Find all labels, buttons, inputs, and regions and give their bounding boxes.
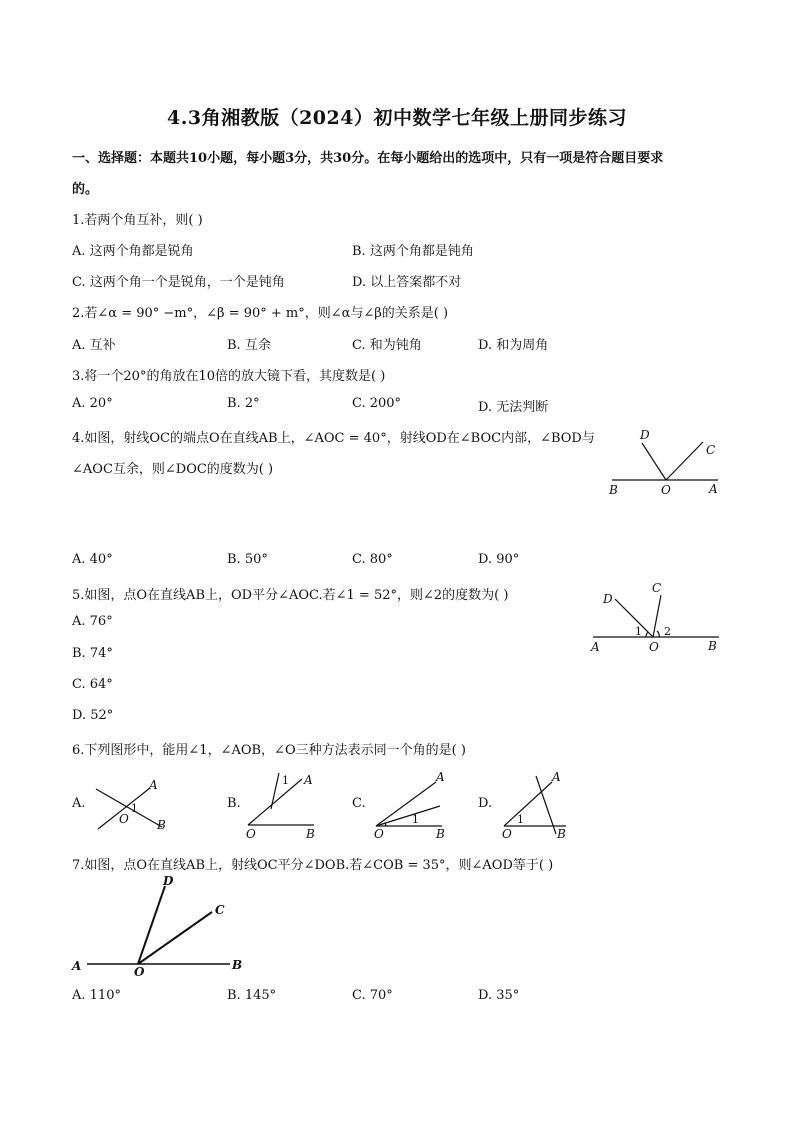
q7-label-b: B [232,958,243,972]
q2-option-c[interactable]: C. 和为钝角 [352,338,422,353]
q7-label-d: D [163,874,174,888]
q2-option-a[interactable]: A. 互补 [72,338,116,353]
q6a-label-o: O [119,812,129,826]
q4-label-d: D [640,428,650,442]
section-instruction-line1: 一、选择题：本题共10小题，每小题3分，共30分。在每小题给出的选项中，只有一项是符合题目要求 [72,151,664,166]
q4-option-a[interactable]: A. 40° [72,552,113,567]
q5-label-a: A [591,640,600,654]
q5-arc-1 [646,632,648,637]
q4-stem-line1: 4.如图，射线OC的端点O在直线AB上，∠AOC = 40°，射线OD在∠BOC内部，∠BOD与 [72,431,595,446]
q6d-line-extra [536,776,556,834]
q2-option-d[interactable]: D. 和为周角 [478,338,549,353]
q7-label-c: C [215,903,225,917]
q7-label-a: A [72,959,82,973]
q6c-ray-oa [376,782,436,826]
q6-figure-d [494,770,584,840]
q6-option-c[interactable]: C. [352,796,366,811]
q7-option-a[interactable]: A. 110° [72,988,121,1003]
q5-arc-2 [657,631,659,637]
q5-label-angle2: 2 [664,625,671,638]
q3-option-b[interactable]: B. 2° [227,396,260,411]
q3-option-a[interactable]: A. 20° [72,396,113,411]
q6a-label-1: 1 [131,802,138,815]
q6c-label-1: 1 [412,813,419,826]
q7-ray-od [138,886,165,964]
q6-stem: 6.下列图形中，能用∠1，∠AOB，∠O三种方法表示同一个角的是( ) [72,743,466,758]
q5-label-o: O [649,640,659,654]
q4-stem-line2: ∠AOC互余，则∠DOC的度数为( ) [72,462,274,477]
q5-label-c: C [652,581,662,595]
q4-ray-oc [666,442,703,480]
q6c-label-o: O [374,827,384,841]
q4-label-c: C [706,443,716,457]
q6b-label-a: A [304,773,313,787]
q6a-label-a: A [149,778,158,792]
q6a-label-b: B [157,818,166,832]
q4-label-o: O [661,483,671,497]
q6-option-d[interactable]: D. [478,796,493,811]
q5-ray-oc [653,595,661,637]
q6b-label-o: O [246,827,256,841]
q7-figure [65,872,255,982]
q6d-label-b: B [557,827,566,841]
q3-option-c[interactable]: C. 200° [352,396,402,411]
q5-ray-od [615,599,653,637]
q6-figure-c [366,770,456,840]
q7-option-d[interactable]: D. 35° [478,988,520,1003]
q7-ray-oc [138,912,212,964]
q5-option-a[interactable]: A. 76° [72,614,113,629]
q7-option-c[interactable]: C. 70° [352,988,393,1003]
q4-label-b: B [609,483,618,497]
q5-label-angle1: 1 [635,625,642,638]
q5-figure [585,578,725,658]
q1-option-d[interactable]: D. 以上答案都不对 [352,275,462,290]
q5-stem: 5.如图，点O在直线AB上，OD平分∠AOC.若∠1 = 52°，则∠2的度数为( ) [72,588,509,603]
q2-option-b[interactable]: B. 互余 [227,338,271,353]
q6d-label-1: 1 [517,813,524,826]
q6-option-b[interactable]: B. [227,796,241,811]
q6c-label-a: A [436,770,445,784]
q7-option-b[interactable]: B. 145° [227,988,277,1003]
q7-label-o: O [134,965,145,979]
q3-option-d[interactable]: D. 无法判断 [478,400,549,415]
q4-option-b[interactable]: B. 50° [227,552,268,567]
q1-option-b[interactable]: B. 这两个角都是钝角 [352,244,474,259]
q5-option-c[interactable]: C. 64° [72,677,113,692]
q1-option-c[interactable]: C. 这两个角一个是锐角，一个是钝角 [72,275,285,290]
q6-figure-b [240,770,330,840]
q4-ray-od [642,443,666,480]
q4-label-a: A [709,482,718,496]
q5-label-b: B [708,639,717,653]
q5-option-b[interactable]: B. 74° [72,646,113,661]
q6b-ray-extra [271,773,279,809]
q5-option-d[interactable]: D. 52° [72,708,114,723]
q5-label-d: D [603,592,613,606]
section-instruction-line2: 的。 [72,182,99,197]
q6-option-a[interactable]: A. [72,796,86,811]
q2-stem: 2.若∠α = 90° −m°，∠β = 90° + m°，则∠α与∠β的关系是( ) [72,306,449,321]
q6b-label-1: 1 [282,774,289,787]
q6d-ray-oa [504,782,552,826]
q4-option-c[interactable]: C. 80° [352,552,393,567]
q4-option-d[interactable]: D. 90° [478,552,520,567]
q6d-label-o: O [502,827,512,841]
q6c-label-b: B [436,827,445,841]
q6b-ray-oa [248,779,302,825]
q7-stem: 7.如图，点O在直线AB上，射线OC平分∠DOB.若∠COB = 35°，则∠AOD等于( ) [72,858,554,873]
page-title: 4.3角湘教版（2024）初中数学七年级上册同步练习 [167,107,627,129]
q1-option-a[interactable]: A. 这两个角都是锐角 [72,244,194,259]
q6b-label-b: B [306,827,315,841]
q6a-line-1 [96,789,162,827]
q6d-label-a: A [552,770,561,784]
q3-stem: 3.将一个20°的角放在10倍的放大镜下看，其度数是( ) [72,369,386,384]
q6-figure-a [88,772,178,837]
q1-stem: 1.若两个角互补，则( ) [72,213,203,228]
q4-figure [600,425,730,500]
